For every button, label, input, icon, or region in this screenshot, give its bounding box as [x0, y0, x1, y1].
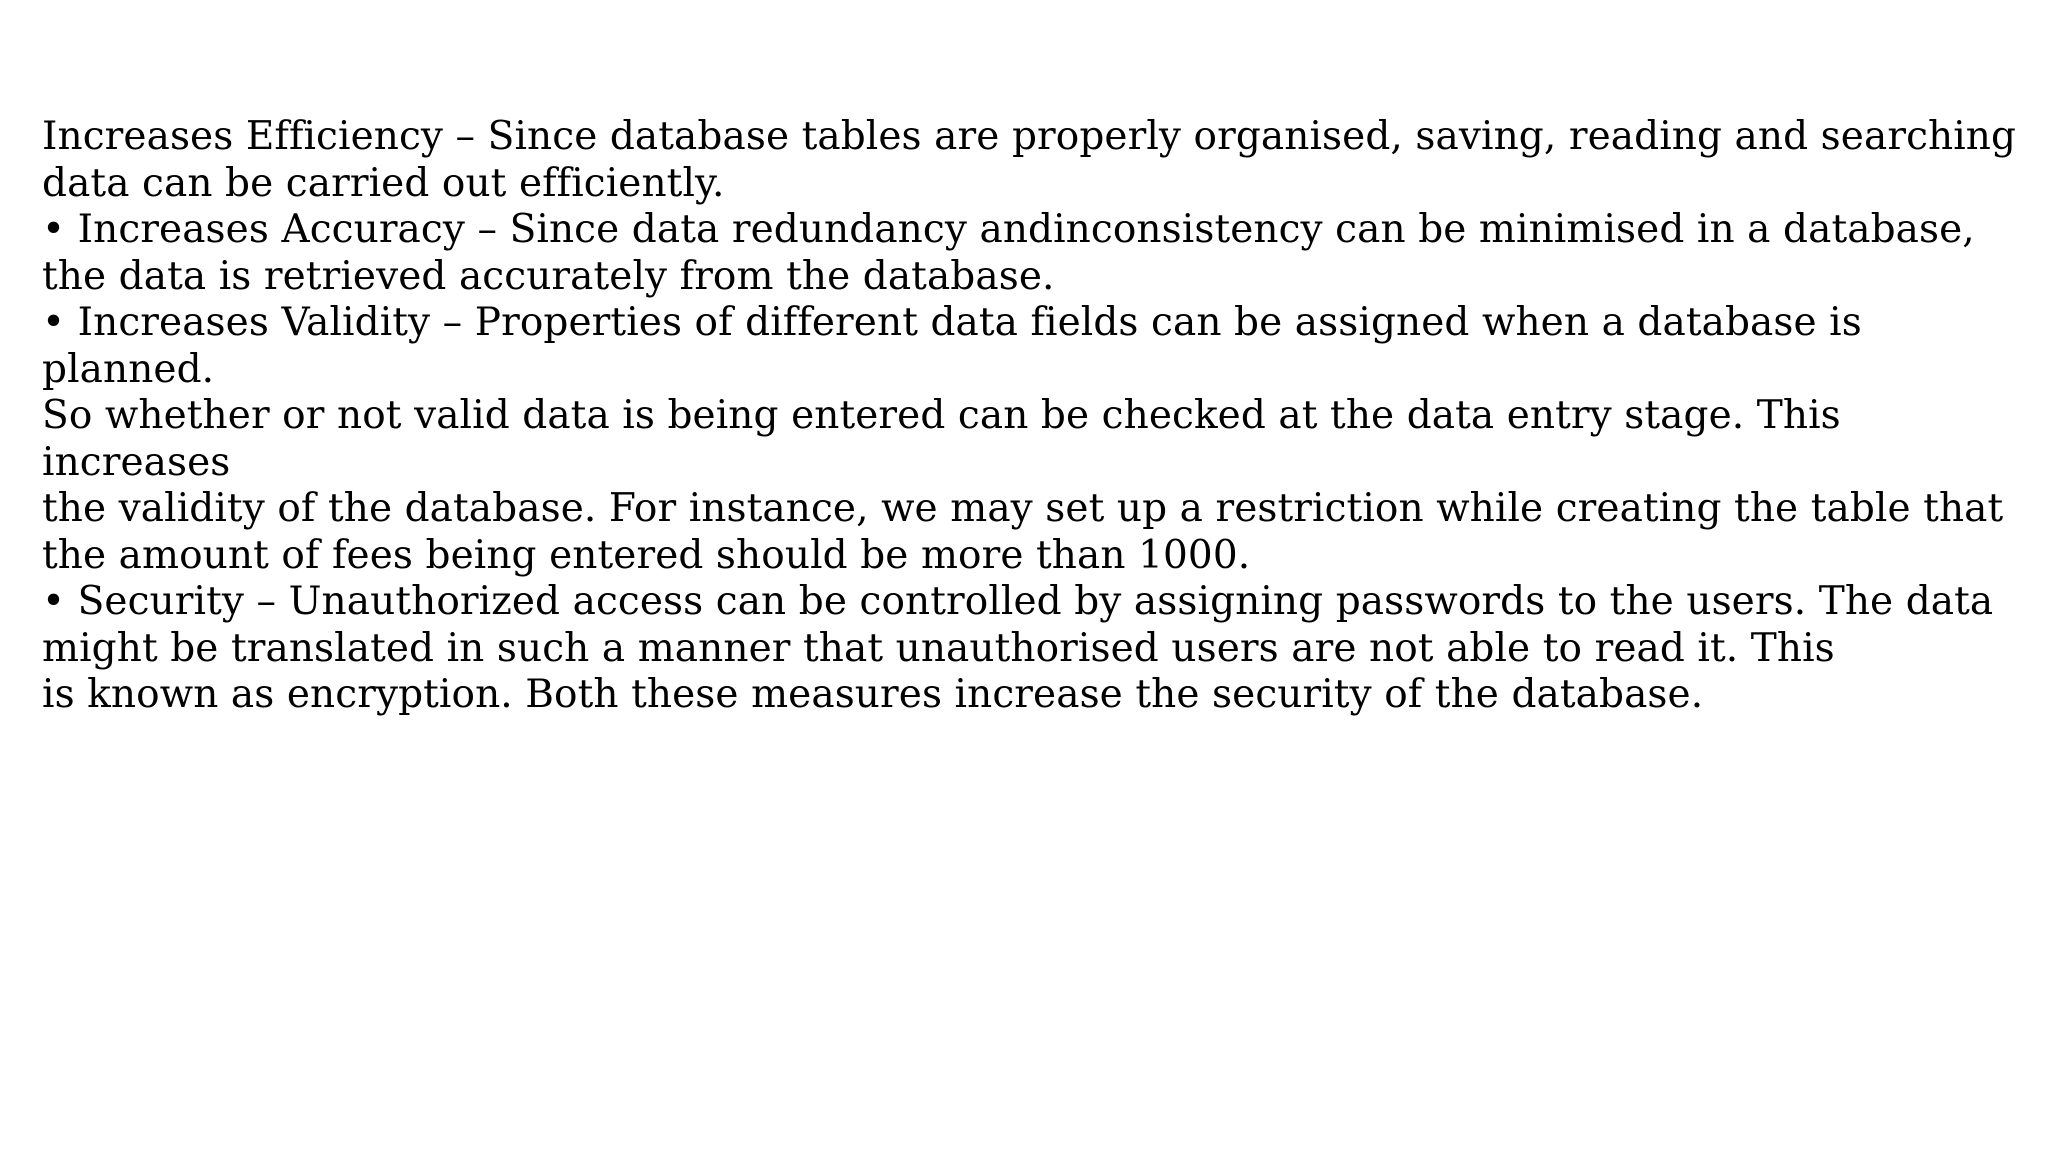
text-line: • Increases Validity – Properties of different data fields can be assigned when a database is: [42, 300, 1862, 345]
text-line: data can be carried out efficiently.: [42, 160, 725, 206]
text-line: the amount of fees being entered should be more than 1000.: [42, 532, 1251, 578]
text-line: • Increases Accuracy – Since data redundancy andinconsistency can be minimised in a database,: [42, 207, 1975, 252]
text-line: might be translated in such a manner that unauthorised users are not able to read it. This: [42, 625, 1835, 671]
text-line: planned.: [42, 346, 215, 392]
text-line: the data is retrieved accurately from the database.: [42, 253, 1055, 299]
body-text-block: [42, 114, 2032, 719]
text-line: increases: [42, 439, 231, 485]
text-line: So whether or not valid data is being entered can be checked at the data entry stage. This: [42, 393, 1841, 438]
text-line: Increases Efficiency – Since database tables are properly organised, saving, reading and searching: [42, 114, 2017, 159]
text-line: is known as encryption. Both these measures increase the security of the database.: [42, 672, 1704, 717]
text-line: • Security – Unauthorized access can be controlled by assigning passwords to the users. The data: [42, 579, 1994, 624]
text-line: the validity of the database. For instance, we may set up a restriction while creating the table that: [42, 486, 2004, 531]
